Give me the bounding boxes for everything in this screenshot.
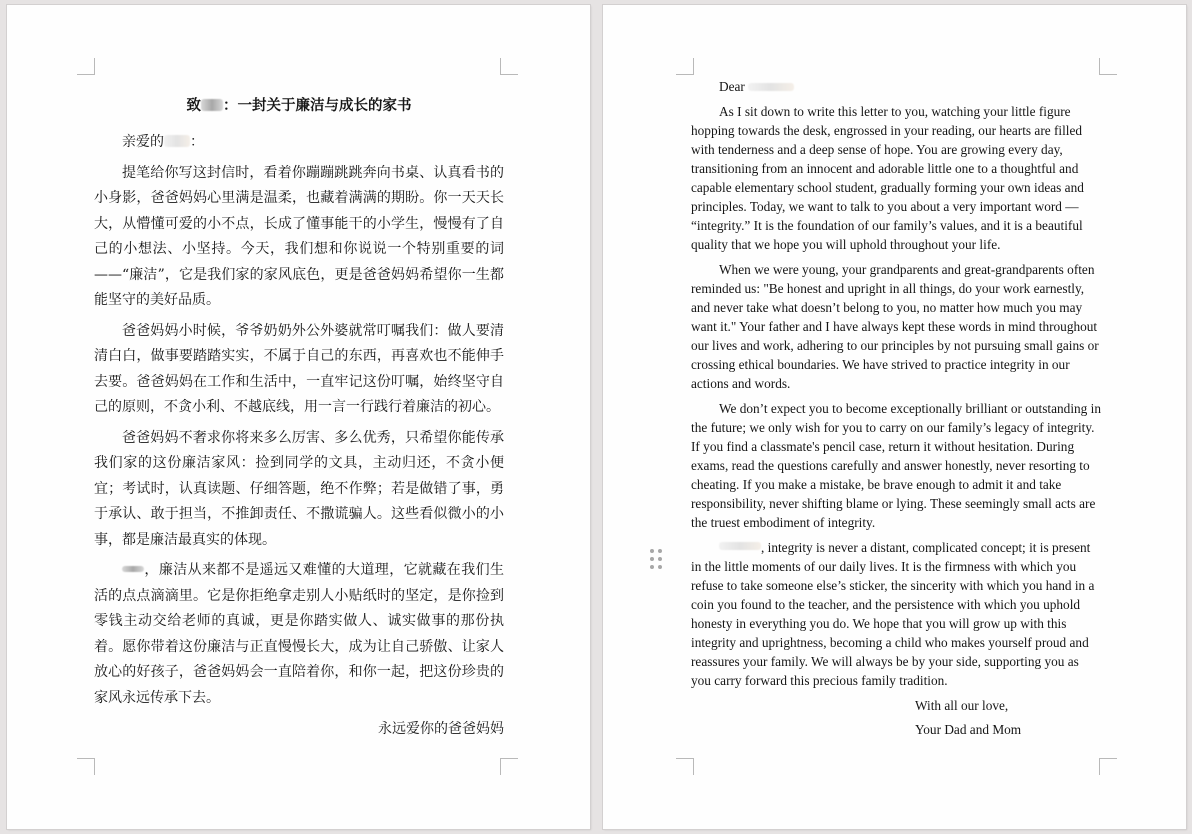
document-page-english	[603, 5, 1186, 829]
drag-handle-icon[interactable]	[650, 549, 664, 571]
paragraph-text: , integrity is never a distant, complicated concept; it is present in the little moments of our daily lives. It is the firmness with which you refuse to take someone else’s sticker, the sincerity with which you hand in a coin you found to the teacher, and the persistence with which you uphold honesty in everything you do. We hope that you will grow up with this integrity and uprightness, becoming a child who makes yourself proud and reassures your family. We will always be by your side, supporting you as you carry forward this precious family tradition.	[691, 540, 1095, 688]
margin-corner-mark	[77, 758, 95, 775]
drag-dot	[650, 549, 654, 553]
title-prefix: 致	[186, 97, 201, 114]
paragraph: 爸爸妈妈小时候，爷爷奶奶外公外婆就常叮嘱我们：做人要清清白白，做事要踏踏实实，不属于自己的东西，再喜欢也不能伸手去要。爸爸妈妈在工作和生活中，一直牢记这份叮嘱，始终坚守自己的原则，不贪小利、不越底线，用一言一行践行着廉洁的初心。	[94, 322, 504, 415]
drag-dot	[658, 557, 662, 561]
drag-dot	[650, 557, 654, 561]
document-title	[94, 93, 504, 118]
margin-corner-mark	[1099, 58, 1117, 75]
greeting-text: 亲爱的	[122, 134, 164, 150]
greeting	[691, 77, 1101, 96]
paragraph-text: 廉洁从来都不是遥远又难懂的大道理，它就藏在我们生活的点点滴滴里。它是你拒绝拿走别人小贴纸时的坚定，是你捡到零钱主动交给老师的真诚，更是你踏实做人、诚实做事的那份执着。愿你带着这份廉洁与正直慢慢长大，成为让自己骄傲、让家人放心的好孩子，爸爸妈妈会一直陪着你，和你一起，把这份珍贵的家风永远传承下去。	[94, 562, 505, 706]
margin-corner-mark	[500, 58, 518, 75]
paragraph: We don’t expect you to become exceptionally brilliant or outstanding in the future; we only wish for you to carry on our family’s legacy of integrity. If you find a classmate's pencil case, return it without hesitation. During exams, read the questions carefully and answer honestly, never resorting to cheating. If you make a mistake, be brave enough to admit it and take responsibility, never shifting blame or lying. These seemingly small acts are the truest embodiment of integrity.	[691, 401, 1101, 530]
document-body[interactable]	[94, 93, 504, 743]
redacted-name	[122, 566, 144, 572]
margin-corner-mark	[77, 58, 95, 75]
closing: With all our love,	[915, 698, 1009, 713]
margin-corner-mark	[1099, 758, 1117, 775]
greeting-text: Dear	[719, 79, 745, 94]
greeting-colon: ：	[190, 134, 204, 150]
redacted-name	[748, 83, 794, 91]
document-body[interactable]	[691, 77, 1101, 744]
margin-corner-mark	[500, 758, 518, 775]
signature: 永远爱你的爸爸妈妈	[378, 721, 504, 737]
redacted-name	[164, 135, 190, 147]
redacted-name	[719, 542, 761, 550]
greeting	[94, 130, 504, 156]
drag-dot	[658, 549, 662, 553]
redacted-name	[201, 99, 223, 111]
drag-dot	[650, 565, 654, 569]
paragraph	[691, 538, 1101, 690]
margin-corner-mark	[676, 758, 694, 775]
paragraph-prefix: ，	[144, 562, 159, 578]
paragraph	[94, 558, 504, 711]
paragraph: As I sit down to write this letter to you, watching your little figure hopping towards the desk, engrossed in your reading, our hearts are filled with tenderness and a deep sense of hope. You are growing every day, transitioning from an innocent and adorable little one to a thoughtful and capable elementary school student, gradually forming your own ideas and principles. Today, we want to talk to you about a very important word — “integrity.” It is the foundation of our family’s values, and it is a beautiful quality that we hope you will uphold throughout your life.	[691, 104, 1084, 252]
paragraph: 爸爸妈妈不奢求你将来多么厉害、多么优秀，只希望你能传承我们家的这份廉洁家风：捡到同学的文具，主动归还，不贪小便宜；考试时，认真读题、仔细答题，绝不作弊；若是做错了事，勇于承认、敢于担当，不推卸责任、不撒谎骗人。这些看似微小的小事，都是廉洁最真实的体现。	[94, 429, 504, 548]
signature: Your Dad and Mom	[915, 722, 1022, 737]
paragraph: 提笔给你写这封信时，看着你蹦蹦跳跳奔向书桌、认真看书的小身影，爸爸妈妈心里满是温柔，也藏着满满的期盼。你一天天长大，从懵懂可爱的小不点，长成了懂事能干的小学生，慢慢有了自己的小想法、小坚持。今天，我们想和你说说一个特别重要的词——“廉洁”，它是我们家的家风底色，更是爸爸妈妈希望你一生都能坚守的美好品质。	[94, 164, 504, 308]
document-page-chinese	[7, 5, 590, 829]
paragraph: When we were young, your grandparents and great-grandparents often reminded us: "Be honest and upright in all things, do your work earnestly, and never take what doesn’t belong to you, no matter how much you may want it." Your father and I have always kept these words in mind throughout our lives and work, adhering to our principles by not pursuing small gains or crossing ethical boundaries. We have strived to practice integrity in our actions and words.	[691, 262, 1099, 391]
drag-dot	[658, 565, 662, 569]
margin-corner-mark	[676, 58, 694, 75]
title-text: ：一封关于廉洁与成长的家书	[223, 97, 412, 114]
